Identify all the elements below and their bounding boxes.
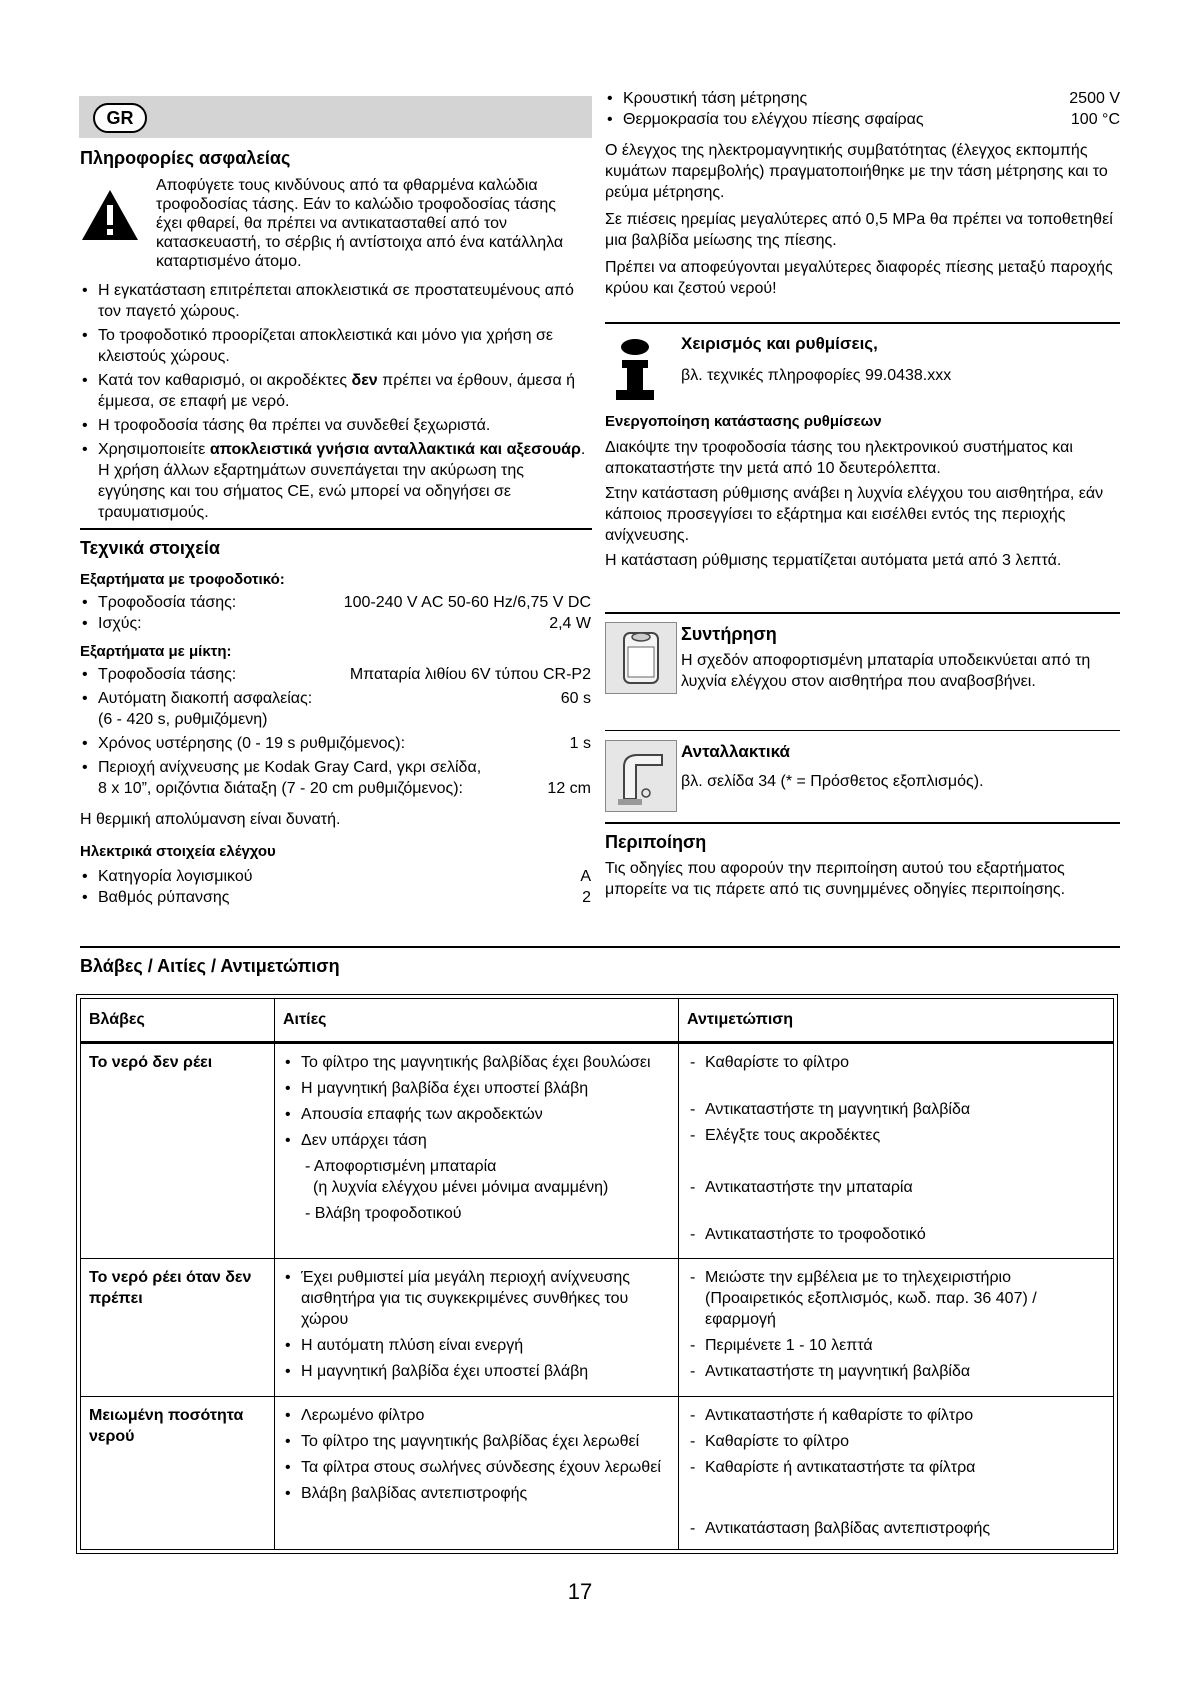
divider [605,730,1120,731]
activation-text-1: Διακόψτε την τροφοδοσία τάσης του ηλεκτρονικού συστήματος και αποκαταστήστε την μετά από 10 δευτερόλεπτα. [605,439,1073,477]
maintenance-title: Συντήρηση [681,624,777,644]
spec-row: • Θερμοκρασία του ελέγχου πίεσης σφαίρας 100 °C [605,109,1120,130]
list-item: • Χρησιμοποιείτε αποκλειστικά γνήσια ανταλλακτικά και αξεσουάρ. Η χρήση άλλων εξαρτημάτων συνεπάγεται την ακύρωση της εγγύησης και του σήματος CE, ενώ μπορεί να οδηγήσει σε τραυματισμούς. [80,439,591,523]
column-header: Αιτίες [275,999,679,1043]
cause-cell: • Έχει ρυθμιστεί μία μεγάλη περιοχή ανίχνευσης αισθητήρα για τις συγκεκριμένες συνθήκες του χώρου • Η αυτόματη πλύση είναι ενεργή • Η μαγνητική βαλβίδα έχει υποστεί βλάβη [275,1259,679,1397]
safety-list [80,280,591,523]
language-badge: GR [93,103,147,133]
warning-text: Αποφύγετε τους κινδύνους από τα φθαρμένα καλώδια τροφοδοσίας τάσης. Εάν το καλώδιο τροφοδοσίας τάσης έχει φθαρεί, θα πρέπει να αντικατασταθεί από τον κατασκευαστή, το σέρβις ή αντίστοιχα από ένα κατάλληλα καταρτισμένο άτομο. [156,177,564,270]
divider [605,612,1120,614]
spec-row: • Τροφοδοσία τάσης: Μπαταρία λιθίου 6V τύπου CR-P2 [80,664,591,685]
divider [80,528,592,530]
list-item: • Η τροφοδοσία τάσης θα πρέπει να συνδεθεί ξεχωριστά. [80,415,591,436]
language-header-bar [79,96,592,138]
fault-cell: Μειωμένη ποσότητα νερού [81,1397,275,1550]
activation-text-3: Η κατάσταση ρύθμισης τερματίζεται αυτόματα μετά από 3 λεπτά. [605,552,1062,569]
spec-row: • Ισχύς: 2,4 W [80,613,591,634]
table-header-row [81,999,1114,1043]
spare-parts-title: Ανταλλακτικά [681,742,790,761]
safety-title: Πληροφορίες ασφαλείας [80,148,291,168]
psu-title: Εξαρτήματα με τροφοδοτικό: [80,571,285,588]
activation-section [605,412,1120,571]
care-title: Περιποίηση [605,832,707,852]
info-icon [610,338,660,402]
spare-parts-text: βλ. σελίδα 34 (* = Πρόσθετος εξοπλισμός). [681,773,984,790]
fault-cell: Το νερό δεν ρέει [81,1043,275,1259]
divider [605,322,1120,324]
spec-row: • Κατηγορία λογισμικού A [80,866,591,887]
divider [605,822,1120,824]
elec-list [80,866,591,908]
spec-row: • Περιοχή ανίχνευσης με Kodak Gray Card, γκρι σελίδα, 8 x 10”, οριζόντια διάταξη (7 - 20 cm ρυθμιζόμενος): 12 cm [80,757,591,799]
spec-row: • Τροφοδοσία τάσης: 100-240 V AC 50-60 Hz/6,75 V DC [80,592,591,613]
maintenance-text: Η σχεδόν αποφορτισμένη μπαταρία υποδεικνύεται από τη λυχνία ελέγχου στον αισθητήρα που αναβοσβήνει. [681,652,1091,690]
care-section [605,830,1075,900]
elec-title: Ηλεκτρικά στοιχεία ελέγχου [80,843,276,860]
warning-block [80,176,591,272]
operation-title: Χειρισμός και ρυθμίσεις, [681,334,878,353]
left-column [80,146,591,523]
operation-reference: βλ. τεχνικές πληροφορίες 99.0438.xxx [681,367,952,384]
solution-cell: - Καθαρίστε το φίλτρο - Αντικαταστήστε τη μαγνητική βαλβίδα - Ελέγξτε τους ακροδέκτες - Αντικαταστήστε την μπαταρία - Αντικαταστήστε το τροφοδοτικό [679,1043,1114,1259]
fault-table [80,998,1114,1550]
thermal-text: Η θερμική απολύμανση είναι δυνατή. [80,811,341,828]
spec-row: • Αυτόματη διακοπή ασφαλείας: 60 s (6 - 420 s, ρυθμιζόμενη) [80,688,591,730]
column-header: Αντιμετώπιση [679,999,1114,1043]
spec-row: • Βαθμός ρύπανσης 2 [80,887,591,908]
cause-cell: • Το φίλτρο της μαγνητικής βαλβίδας έχει βουλώσει • Η μαγνητική βαλβίδα έχει υποστεί βλάβη • Απουσία επαφής των ακροδεκτών • Δεν υπάρχει τάση - Αποφορτισμένη μπαταρία (η λυχνία ελέγχου μένει μόνιμα αναμμένη) - Βλάβη τροφοδοτικού [275,1043,679,1259]
solution-cell: - Αντικαταστήστε ή καθαρίστε το φίλτρο - Καθαρίστε το φίλτρο - Καθαρίστε ή αντικαταστήστε τα φίλτρα - Αντικατάσταση βαλβίδας αντεπιστροφής [679,1397,1114,1550]
table-row [81,1397,1114,1550]
right-column-top [605,88,1120,299]
list-item: • Κατά τον καθαρισμό, οι ακροδέκτες δεν πρέπει να έρθουν, άμεσα ή έμμεσα, σε επαφή με νερό. [80,370,591,412]
activation-text-2: Στην κατάσταση ρύθμισης ανάβει η λυχνία ελέγχου του αισθητήρα, εάν κάποιος προσεγγίσει το εξάρτημα και εισέλθει εντός της περιοχής ανίχνευσης. [605,485,1104,544]
mixer-title: Εξαρτήματα με μίκτη: [80,643,232,660]
warning-triangle-icon [80,188,140,242]
solution-cell: - Μειώστε την εμβέλεια με το τηλεχειριστήριο (Προαιρετικός εξοπλισμός, κωδ. παρ. 36 407) / εφαρμογή - Περιμένετε 1 - 10 λεπτά - Αντικαταστήστε τη μαγνητική βαλβίδα [679,1259,1114,1397]
divider [80,946,1120,948]
cause-cell: • Λερωμένο φίλτρο • Το φίλτρο της μαγνητικής βαλβίδας έχει λερωθεί • Τα φίλτρα στους σωλήνες σύνδεσης έχουν λερωθεί • Βλάβη βαλβίδας αντεπιστροφής [275,1397,679,1550]
spec-row: • Χρόνος υστέρησης (0 - 19 s ρυθμιζόμενος): 1 s [80,733,591,754]
table-row [81,1043,1114,1259]
care-text: Τις οδηγίες που αφορούν την περιποίηση αυτού του εξαρτήματος μπορείτε να τις πάρετε από τις συνημμένες οδηγίες περιποίησης. [605,860,1066,898]
list-item: • Η εγκατάσταση επιτρέπεται αποκλειστικά σε προστατευμένους από τον παγετό χώρους. [80,280,591,322]
fault-table-frame [76,994,1118,1554]
faults-title: Βλάβες / Αιτίες / Αντιμετώπιση [80,956,340,976]
pressure-text: Σε πιέσεις ηρεμίας μεγαλύτερες από 0,5 MPa θα πρέπει να τοποθετηθεί μια βαλβίδα μείωσης της πίεσης. [605,211,1113,249]
spec-row: • Κρουστική τάση μέτρησης 2500 V [605,88,1120,109]
emc-text: Ο έλεγχος της ηλεκτρομαγνητικής συμβατότητας (έλεγχος εκπομπής κυμάτων παρεμβολής) πραγματοποιήθηκε με την τάση μέτρησης και το ρεύμα μέτρησης. [605,142,1108,201]
battery-icon [605,622,677,694]
tech-title: Τεχνικά στοιχεία [80,538,220,558]
page-number: 17 [567,1579,593,1604]
faucet-icon [605,740,677,812]
mixer-list [80,664,591,799]
pressure-diff-text: Πρέπει να αποφεύγονται μεγαλύτερες διαφορές πίεσης μεταξύ παροχής κρύου και ζεστού νερού! [605,259,1113,297]
column-header: Βλάβες [81,999,275,1043]
activation-title: Ενεργοποίηση κατάστασης ρυθμίσεων [605,413,882,430]
tech-section [80,536,591,908]
fault-cell: Το νερό ρέει όταν δεν πρέπει [81,1259,275,1397]
test-list [605,88,1120,130]
psu-list [80,592,591,634]
list-item: • Το τροφοδοτικό προορίζεται αποκλειστικά και μόνο για χρήση σε κλειστούς χώρους. [80,325,591,367]
table-row [81,1259,1114,1397]
